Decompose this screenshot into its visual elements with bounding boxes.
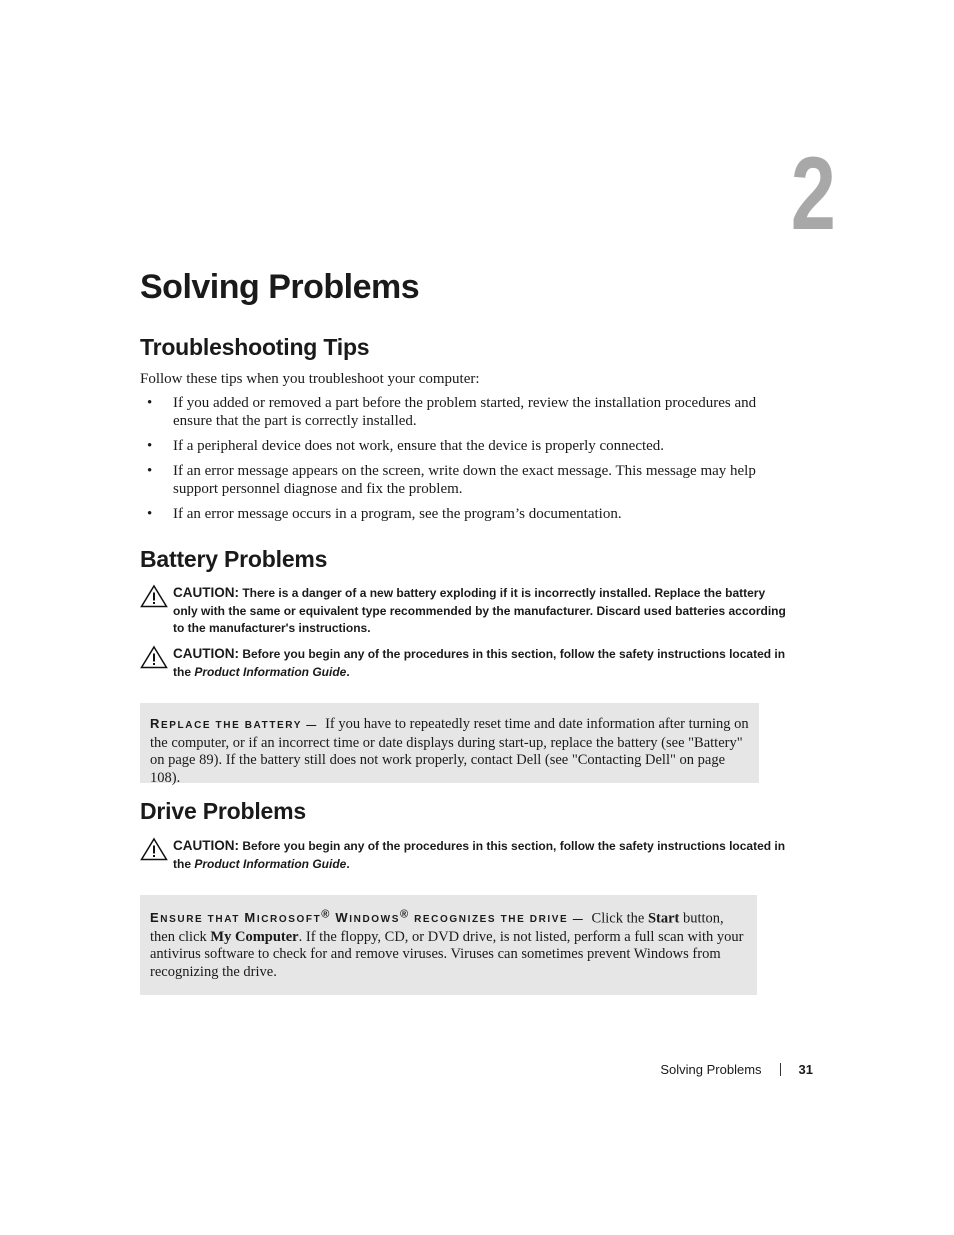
list-item	[140, 505, 790, 523]
caution-label: CAUTION:	[173, 585, 239, 600]
box-text: Click the Start button, then click My Computer. If the floppy, CD, or DVD drive, is not listed, perform a full scan with your antivirus software to check for and remove viruses. Viruses can sometimes prevent Windows from recognizing the drive.	[150, 910, 744, 980]
list-item	[140, 437, 790, 455]
bullet-icon: •	[147, 395, 153, 411]
warning-icon	[140, 645, 168, 669]
ensure-drive-box	[140, 895, 757, 995]
caution-text: Before you begin any of the procedures in this section, follow the safety instructions located in the	[173, 839, 786, 871]
box-title: ENSURE THAT MICROSOFT® WINDOWS® RECOGNIZES THE DRIVE —	[150, 909, 585, 926]
list-item	[140, 462, 790, 498]
box-text: If you have to repeatedly reset time and date information after turning on the computer, or if an incorrect time or date displays during start-up, replace the battery (see "Battery" on page 89). If the battery still does not work properly, contact Dell (see "Contacting Dell" on page 108).	[150, 716, 749, 786]
battery-caution-2	[140, 645, 790, 681]
replace-battery-box	[140, 703, 759, 786]
caution-text: There is a danger of a new battery exploding if it is incorrectly installed. Replace the battery only with the same or equivalent type recommended by the manufacturer. Discard used batteries according to the manufacturer's instructions.	[173, 586, 786, 635]
guide-title: Product Information Guide	[194, 856, 347, 871]
footer-divider	[780, 1063, 781, 1076]
start-label: Start	[647, 910, 680, 927]
chapter-title: Solving Problems	[140, 268, 420, 306]
page-footer	[660, 1062, 813, 1077]
caution-text-end: .	[346, 664, 350, 679]
bullet-icon: •	[147, 438, 153, 454]
warning-icon	[140, 837, 168, 861]
my-computer-label: My Computer	[210, 928, 299, 945]
battery-heading: Battery Problems	[140, 546, 328, 572]
bullet-icon: •	[147, 463, 153, 479]
battery-caution-1	[140, 584, 790, 638]
box-title: REPLACE THE BATTERY —	[150, 716, 318, 731]
troubleshooting-heading: Troubleshooting Tips	[140, 334, 370, 360]
footer-section: Solving Problems	[660, 1062, 762, 1077]
tip-text: If you added or removed a part before the problem started, review the installation procedures and ensure that the part is correctly installed.	[173, 395, 757, 429]
tip-text: If a peripheral device does not work, ensure that the device is properly connected.	[173, 438, 665, 454]
caution-label: CAUTION:	[173, 646, 239, 661]
caution-text-end: .	[346, 856, 350, 871]
bullet-icon: •	[147, 506, 153, 522]
tip-text: If an error message occurs in a program, see the program’s documentation.	[173, 506, 622, 522]
guide-title: Product Information Guide	[194, 664, 347, 679]
drive-caution	[140, 837, 790, 873]
page-number: 31	[798, 1062, 813, 1077]
tips-list	[140, 394, 790, 530]
caution-label: CAUTION:	[173, 838, 239, 853]
tip-text: If an error message appears on the screen, write down the exact message. This message may help support personnel diagnose and fix the problem.	[173, 463, 756, 497]
list-item	[140, 394, 790, 430]
troubleshooting-intro: Follow these tips when you troubleshoot your computer:	[140, 371, 480, 387]
caution-text: Before you begin any of the procedures in this section, follow the safety instructions located in the	[173, 647, 786, 679]
chapter-number: 2	[790, 136, 836, 252]
warning-icon	[140, 584, 168, 608]
drive-heading: Drive Problems	[140, 798, 306, 824]
